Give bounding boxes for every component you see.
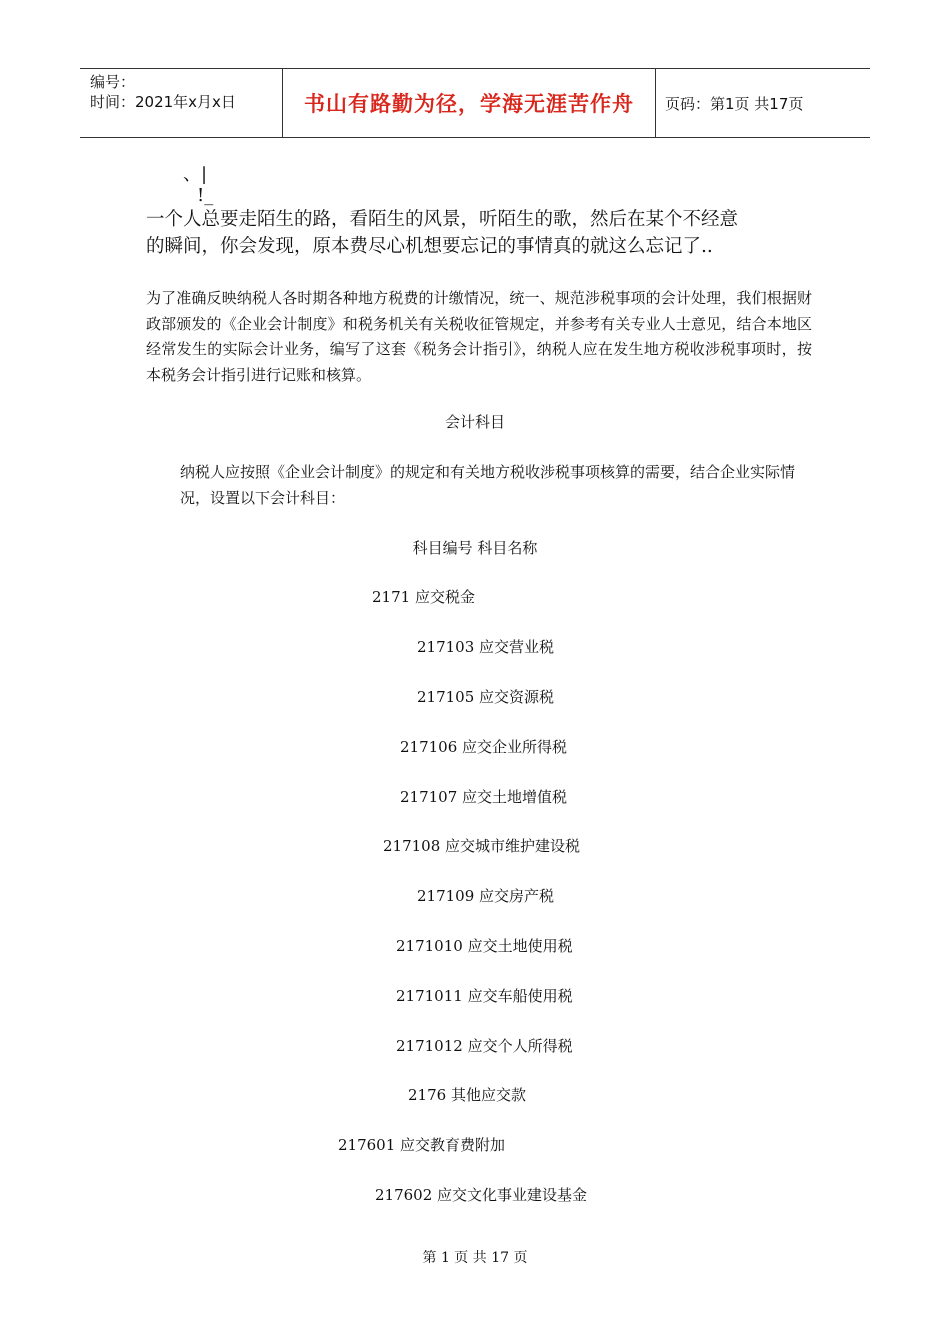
- header-meta-cell: [80, 69, 283, 137]
- account-item: 2171011 应交车船使用税: [396, 987, 573, 1005]
- account-item: 217108 应交城市维护建设税: [383, 837, 581, 855]
- quote-line-1: 一个人总要走陌生的路，看陌生的风景，听陌生的歌，然后在某个不经意: [146, 209, 739, 230]
- section-title: 会计科目: [444, 413, 505, 431]
- account-item: 2171 应交税金: [372, 588, 475, 606]
- account-item: 217602 应交文化事业建设基金: [375, 1186, 588, 1204]
- account-item: 217601 应交教育费附加: [338, 1136, 506, 1154]
- account-item: 2171012 应交个人所得税: [396, 1037, 573, 1055]
- account-table-header: 科目编号 科目名称: [412, 539, 538, 557]
- document-header: [80, 68, 870, 138]
- motto-text: 书山有路勤为径，学海无涯苦作舟: [304, 92, 634, 116]
- header-page-cell: [656, 69, 870, 137]
- stray-mark-1: 、|: [183, 164, 208, 185]
- instruction-paragraph: 纳税人应按照《企业会计制度》的规定和有关地方税收涉税事项核算的需要，结合企业实际情况，设置以下会计科目：: [180, 463, 796, 507]
- account-item: 2171010 应交土地使用税: [396, 937, 573, 955]
- page-info: 页码：第1页 共17页: [665, 94, 804, 113]
- document-date: 时间：2021年x月x日: [90, 93, 236, 111]
- document-number-label: 编号：: [90, 73, 136, 91]
- account-item: 217109 应交房产税: [417, 887, 555, 905]
- account-item: 217107 应交土地增值税: [400, 788, 568, 806]
- quote-line-2: 的瞬间，你会发现，原本费尽心机想要忘记的事情真的就这么忘记了..: [146, 236, 713, 257]
- account-item: 217105 应交资源税: [417, 688, 555, 706]
- intro-paragraph: 为了准确反映纳税人各时期各种地方税费的计缴情况，统一、规范涉税事项的会计处理，我们根据财政部颁发的《企业会计制度》和税务机关有关税收征管规定，并参考有关专业人士意见，结合本地区经常发生的实际会计业务，编写了这套《税务会计指引》，纳税人应在发生地方税收涉税事项时，按本税务会计指引进行记账和核算。: [146, 289, 812, 384]
- stray-mark-2: !_: [197, 185, 214, 206]
- account-item: 217103 应交营业税: [417, 638, 555, 656]
- header-motto-cell: [283, 69, 656, 137]
- page-footer: 第 1 页 共 17 页: [422, 1250, 528, 1266]
- account-item: 217106 应交企业所得税: [400, 738, 568, 756]
- account-item: 2176 其他应交款: [408, 1086, 526, 1104]
